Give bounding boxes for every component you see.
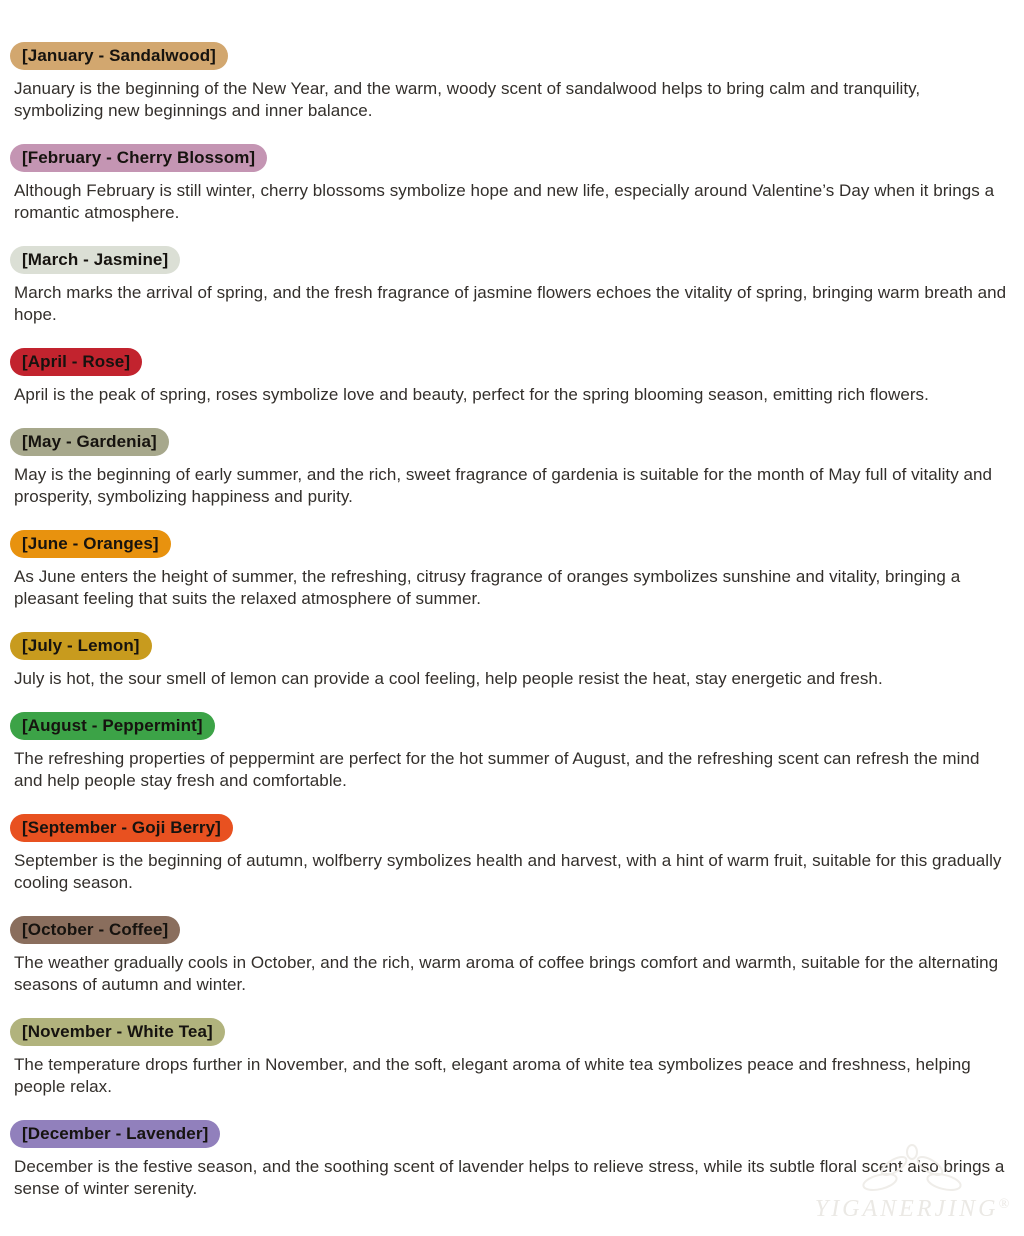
month-badge-label: [June - Oranges] (22, 534, 159, 553)
month-badge (10, 1120, 220, 1148)
month-badge-row (10, 632, 1024, 660)
month-badge-row (10, 42, 1024, 70)
month-badge-label: [January - Sandalwood] (22, 46, 216, 65)
month-description: January is the beginning of the New Year, and the warm, woody scent of sandalwood helps to bring calm and tranquility, symbolizing new beginnings and inner balance. (14, 79, 921, 120)
month-badge-row (10, 916, 1024, 944)
month-section (0, 530, 1024, 610)
month-description: September is the beginning of autumn, wolfberry symbolizes health and harvest, with a hint of warm fruit, suitable for this gradually cooling season. (14, 851, 1002, 892)
month-section (0, 42, 1024, 122)
month-badge (10, 246, 180, 274)
month-section (0, 632, 1024, 690)
month-description: Although February is still winter, cherry blossoms symbolize hope and new life, especially around Valentine’s Day when it brings a romantic atmosphere. (14, 181, 995, 222)
month-badge-row (10, 530, 1024, 558)
month-badge-label: [July - Lemon] (22, 636, 140, 655)
month-badge (10, 632, 152, 660)
month-section (0, 144, 1024, 224)
month-description: December is the festive season, and the soothing scent of lavender helps to relieve stress, while its subtle floral scent also brings a sense of winter serenity. (14, 1157, 1005, 1198)
month-description: May is the beginning of early summer, and the rich, sweet fragrance of gardenia is suitable for the month of May full of vitality and prosperity, symbolizing happiness and purity. (14, 465, 993, 506)
month-description: April is the peak of spring, roses symbolize love and beauty, perfect for the spring blooming season, emitting rich flowers. (14, 385, 929, 404)
month-badge-row (10, 814, 1024, 842)
month-description: As June enters the height of summer, the refreshing, citrusy fragrance of oranges symbolizes sunshine and vitality, bringing a pleasant feeling that suits the relaxed atmosphere of summer. (14, 567, 961, 608)
month-badge-label: [April - Rose] (22, 352, 131, 371)
month-badge-row (10, 712, 1024, 740)
month-badge (10, 348, 142, 376)
month-description: The refreshing properties of peppermint are perfect for the hot summer of August, and the refreshing scent can refresh the mind and help people stay fresh and comfortable. (14, 749, 980, 790)
month-badge-row (10, 1018, 1024, 1046)
month-section (0, 246, 1024, 326)
month-badge (10, 814, 233, 842)
month-badge (10, 144, 267, 172)
month-description: March marks the arrival of spring, and the fresh fragrance of jasmine flowers echoes the vitality of spring, bringing warm breath and hope. (14, 283, 1007, 324)
month-badge (10, 916, 180, 944)
month-badge-label: [November - White Tea] (22, 1022, 213, 1041)
brand-watermark-text (815, 1196, 1009, 1223)
month-description: July is hot, the sour smell of lemon can provide a cool feeling, help people resist the heat, stay energetic and fresh. (14, 669, 883, 688)
month-badge-label: [September - Goji Berry] (22, 818, 221, 837)
month-badge-row (10, 428, 1024, 456)
month-section (0, 1018, 1024, 1098)
month-badge-label: [December - Lavender] (22, 1124, 209, 1143)
brand-name: YIGANERJING (814, 1196, 999, 1222)
month-badge-row (10, 144, 1024, 172)
month-badge-label: [February - Cherry Blossom] (22, 148, 256, 167)
month-badge-label: [March - Jasmine] (22, 250, 169, 269)
month-badge-row (10, 1120, 1024, 1148)
month-section (0, 348, 1024, 406)
month-badge-label: [October - Coffee] (22, 920, 169, 939)
month-badge-label: [August - Peppermint] (22, 716, 203, 735)
month-badge (10, 530, 171, 558)
month-badge (10, 1018, 225, 1046)
month-badge-row (10, 246, 1024, 274)
month-badge (10, 428, 169, 456)
month-section (0, 712, 1024, 792)
month-section (0, 814, 1024, 894)
month-section (0, 428, 1024, 508)
month-badge-row (10, 348, 1024, 376)
month-badge (10, 712, 215, 740)
month-description: The temperature drops further in November, and the soft, elegant aroma of white tea symbolizes peace and freshness, helping people relax. (14, 1055, 971, 1096)
month-description: The weather gradually cools in October, and the rich, warm aroma of coffee brings comfort and warmth, suitable for the alternating seasons of autumn and winter. (14, 953, 999, 994)
month-section (0, 916, 1024, 996)
registered-trademark-mark: ® (998, 1197, 1010, 1212)
month-badge (10, 42, 228, 70)
month-badge-label: [May - Gardenia] (22, 432, 157, 451)
month-section (0, 1120, 1024, 1200)
